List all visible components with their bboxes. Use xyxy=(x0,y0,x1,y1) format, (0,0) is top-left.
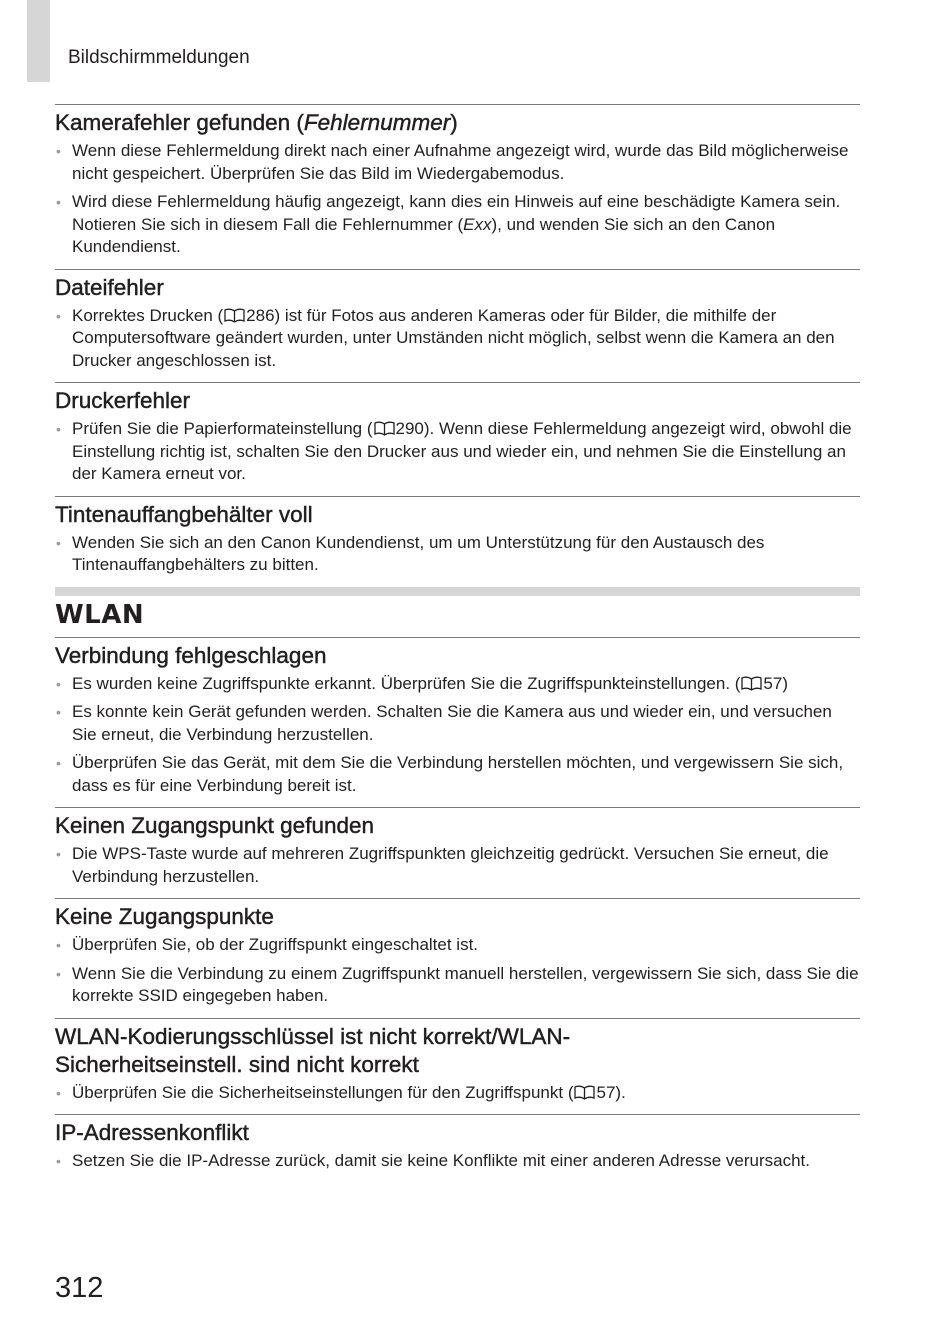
section-title xyxy=(55,642,860,670)
section-title xyxy=(55,903,860,931)
section-group-printing xyxy=(55,104,860,577)
bullet-item xyxy=(55,140,860,185)
section-title-text: WLAN-Kodierungsschlüssel ist nicht korrekt/WLAN- xyxy=(55,1023,571,1049)
bullet-text: Überprüfen Sie das Gerät, mit dem Sie die Verbindung herstellen möchten, und vergewissern Sie sich, dass es für eine Verbindung bereit ist. xyxy=(72,753,844,795)
bullet-text: Prüfen Sie die Papierformateinstellung ( xyxy=(72,419,373,438)
bullet-list xyxy=(55,532,860,577)
bullet-item xyxy=(55,934,860,957)
bullet-text: Die WPS-Taste wurde auf mehreren Zugriffspunkten gleichzeitig gedrückt. Versuchen Sie erneut, die Verbindung herzustellen. xyxy=(72,844,829,886)
bullet-text-continued: ). xyxy=(615,1082,626,1102)
bullet-text: Wenn Sie die Verbindung zu einem Zugriffspunkt manuell herstellen, vergewissern Sie sich, dass Sie die korrekte SSID eingegeben haben. xyxy=(72,963,859,1005)
running-header: Bildschirmmeldungen xyxy=(68,47,250,68)
bullet-text: Wenn diese Fehlermeldung direkt nach einer Aufnahme angezeigt wird, wurde das Bild möglicherweise nicht gespeichert. Überprüfen Sie das Bild im Wiedergabemodus. xyxy=(72,141,849,183)
book-reference-icon xyxy=(223,307,246,324)
message-section xyxy=(55,382,860,486)
bullet-text-continued: ) xyxy=(782,673,789,693)
bullet-list xyxy=(55,418,860,486)
section-title xyxy=(55,387,860,415)
chapter-tab-marker xyxy=(27,0,50,82)
bullet-text-continued: ), und wenden Sie sich an den Canon Kundendienst. xyxy=(72,214,776,256)
section-title-line2: Sicherheitseinstell. sind nicht korrekt xyxy=(55,1051,419,1077)
book-reference-icon xyxy=(740,675,763,692)
section-group-wlan xyxy=(55,637,860,1173)
section-title xyxy=(55,1119,860,1147)
bullet-item xyxy=(55,673,860,696)
bullet-text-continued: ) ist für Fotos aus anderen Kameras oder für Bilder, die mithilfe der Computersoftware geändert wurden, unter Umständen nicht möglich, selbst wenn die Kamera an den Drucker angeschlossen ist. xyxy=(72,305,835,370)
book-reference-icon xyxy=(573,1084,596,1101)
message-section xyxy=(55,1114,860,1173)
chapter-title: WLAN xyxy=(55,599,145,630)
message-section xyxy=(55,269,860,373)
section-title-end: ) xyxy=(450,110,458,135)
bullet-list xyxy=(55,843,860,888)
page-reference-number: 290 xyxy=(395,419,424,438)
bullet-item xyxy=(55,532,860,577)
section-title-text: IP-Adressenkonflikt xyxy=(55,1120,249,1145)
bullet-text: Wird diese Fehlermeldung häufig angezeigt, kann dies ein Hinweis auf eine beschädigte Kamera sein. Notieren Sie sich in diesem Fall die Fehlernummer ( xyxy=(72,192,841,234)
bullet-list xyxy=(55,1150,860,1173)
page-reference-number: 286 xyxy=(246,305,275,325)
message-section xyxy=(55,637,860,798)
page-reference-number: 57 xyxy=(596,1082,616,1102)
page-reference-number: 57 xyxy=(763,673,783,693)
section-title-italic: Fehlernummer xyxy=(303,110,451,135)
bullet-item xyxy=(55,305,860,373)
bullet-item xyxy=(55,418,860,486)
section-title xyxy=(55,812,860,840)
page-number: 312 xyxy=(55,1272,104,1304)
bullet-text-continued: ). Wenn diese Fehlermeldung angezeigt wird, obwohl die Einstellung richtig ist, schalten Sie den Drucker aus und wieder ein, und nehmen Sie die Einstellung an der Kamera erneut vor. xyxy=(72,419,852,483)
bullet-list xyxy=(55,673,860,798)
message-section xyxy=(55,496,860,577)
bullet-text: Überprüfen Sie, ob der Zugriffspunkt eingeschaltet ist. xyxy=(72,935,479,954)
section-title-text: Verbindung fehlgeschlagen xyxy=(55,642,327,668)
section-title xyxy=(55,274,860,302)
message-section xyxy=(55,898,860,1008)
bullet-list xyxy=(55,140,860,259)
bullet-text: Wenden Sie sich an den Canon Kundendienst, um um Unterstützung für den Austausch des Tintenauffangbehälters zu bitten. xyxy=(72,532,765,574)
message-section xyxy=(55,104,860,259)
section-title-text: Tintenauffangbehälter voll xyxy=(55,501,313,527)
section-title-text: Keine Zugangspunkte xyxy=(55,904,274,929)
section-title xyxy=(55,501,860,529)
bullet-list xyxy=(55,305,860,373)
bullet-item xyxy=(55,1082,860,1105)
message-section xyxy=(55,807,860,888)
bullet-item xyxy=(55,843,860,888)
bullet-text: Überprüfen Sie die Sicherheitseinstellungen für den Zugriffspunkt ( xyxy=(72,1082,574,1102)
section-title-text: Dateifehler xyxy=(55,274,164,300)
bullet-item xyxy=(55,963,860,1008)
bullet-italic-text: Exx xyxy=(463,214,492,234)
chapter-divider-bar xyxy=(55,587,860,596)
book-reference-icon xyxy=(373,420,396,437)
bullet-item xyxy=(55,1150,860,1173)
section-title-text: Keinen Zugangspunkt gefunden xyxy=(55,813,375,838)
bullet-text: Setzen Sie die IP-Adresse zurück, damit sie keine Konflikte mit einer anderen Adresse verursacht. xyxy=(72,1151,810,1170)
section-title-text: Druckerfehler xyxy=(55,388,191,413)
message-section xyxy=(55,1018,860,1105)
section-title xyxy=(55,109,860,137)
section-title xyxy=(55,1023,860,1079)
bullet-text: Es wurden keine Zugriffspunkte erkannt. Überprüfen Sie die Zugriffspunkteinstellungen. ( xyxy=(72,673,741,693)
bullet-item xyxy=(55,701,860,746)
bullet-list xyxy=(55,934,860,1008)
bullet-item xyxy=(55,752,860,797)
bullet-text: Es konnte kein Gerät gefunden werden. Schalten Sie die Kamera aus und wieder ein, und versuchen Sie erneut, die Verbindung herzustellen. xyxy=(72,702,832,744)
main-content xyxy=(55,104,860,1183)
bullet-list xyxy=(55,1082,860,1105)
section-title-text: Kamerafehler gefunden ( xyxy=(55,110,304,135)
bullet-text: Korrektes Drucken ( xyxy=(72,305,224,325)
bullet-item xyxy=(55,191,860,259)
